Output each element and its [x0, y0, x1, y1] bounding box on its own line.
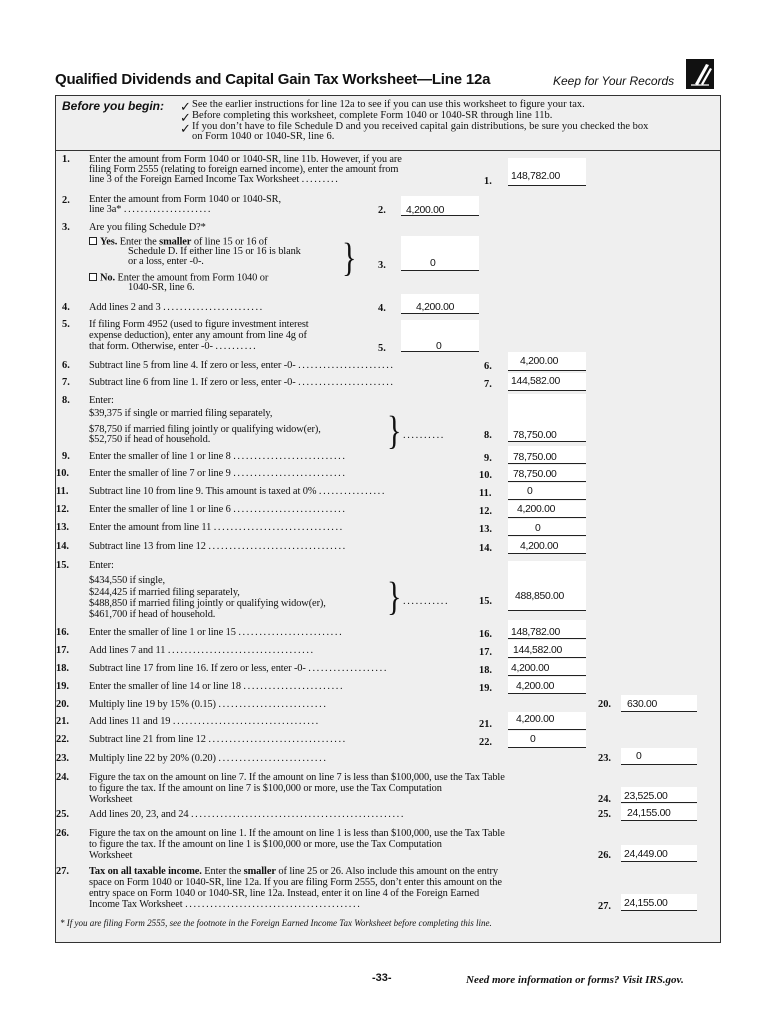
- line-3-yes-text-b: Schedule D. If either line 15 or 16 is blank: [128, 246, 301, 257]
- line-ref: 6.: [484, 361, 492, 372]
- line-15-text-c: $244,425 if married filing separately,: [89, 587, 240, 598]
- no-checkbox[interactable]: [89, 273, 97, 281]
- line-22-text: Subtract line 21 from line 12 .................................: [89, 734, 347, 745]
- line-4-text: Add lines 2 and 3 ........................: [89, 302, 264, 313]
- line-3-value: 0: [430, 258, 436, 269]
- line-13-value: 0: [535, 523, 541, 534]
- line-10-value: 78,750.00: [513, 469, 557, 480]
- line-17-value: 144,582.00: [513, 645, 563, 656]
- line-number: 17.: [56, 645, 69, 656]
- line-3-no-text-b: 1040-SR, line 6.: [128, 282, 195, 293]
- line-5-text-a: If filing Form 4952 (used to figure investment interest: [89, 319, 309, 330]
- line-26-text-b: to figure the tax. If the amount on line 1 is $100,000 or more, use the Tax Computation: [89, 839, 442, 850]
- line-5-value: 0: [436, 341, 442, 352]
- line-15-value: 488,850.00: [515, 591, 565, 602]
- line-number: 27.: [56, 866, 69, 877]
- line-3-yes-text-c: or a loss, enter -0-.: [128, 256, 204, 267]
- line-number: 18.: [56, 663, 69, 674]
- line-20-value: 630.00: [627, 699, 657, 710]
- line-ref: 17.: [479, 647, 492, 658]
- line-25-value: 24,155.00: [627, 808, 671, 819]
- line-13-amount-box: [508, 519, 586, 536]
- before-item-3: If you don’t have to file Schedule D and you received capital gain distributions, be sure you checked the box: [192, 121, 649, 132]
- line-3-no-option: No. Enter the amount from Form 1040 or: [89, 273, 268, 283]
- line-15-text-e: $461,700 if head of household.: [89, 609, 216, 620]
- line-number: 15.: [56, 560, 69, 571]
- line-number: 10.: [56, 468, 69, 479]
- line-ref: 13.: [479, 524, 492, 535]
- line-8-text-a: Enter:: [89, 395, 114, 406]
- line-number: 13.: [56, 522, 69, 533]
- line-13-text: Enter the amount from line 11 ...............................: [89, 522, 344, 533]
- brace-icon: }: [387, 408, 402, 453]
- brace-icon: }: [387, 574, 402, 619]
- page-number: -33-: [372, 972, 392, 984]
- line-ref: 9.: [484, 453, 492, 464]
- line-19-value: 4,200.00: [516, 681, 555, 692]
- line-ref: 7.: [484, 379, 492, 390]
- line-27-text-d: Income Tax Worksheet ..........................................: [89, 899, 362, 910]
- line-4-value: 4,200.00: [416, 302, 455, 313]
- line-8-value: 78,750.00: [513, 430, 557, 441]
- line-22-value: 0: [530, 734, 536, 745]
- line-number: 9.: [62, 451, 70, 462]
- line-ref: 21.: [479, 719, 492, 730]
- before-you-begin-label: Before you begin:: [62, 99, 165, 113]
- line-12-value: 4,200.00: [517, 504, 556, 515]
- line-ref: 14.: [479, 543, 492, 554]
- line-number: 3.: [62, 222, 70, 233]
- before-item-3-cont: on Form 1040 or 1040-SR, line 6.: [192, 131, 335, 142]
- line-20-text: Multiply line 19 by 15% (0.15) ..........................: [89, 699, 328, 710]
- line-9-value: 78,750.00: [513, 452, 557, 463]
- yes-checkbox[interactable]: [89, 237, 97, 245]
- check-mark-icon: ✓: [180, 99, 191, 114]
- line-8-text-b: $39,375 if single or married filing separately,: [89, 408, 273, 419]
- check-mark-icon: ✓: [180, 121, 191, 136]
- line-ref: 19.: [479, 683, 492, 694]
- line-2-text-a: Enter the amount from Form 1040 or 1040-SR,: [89, 194, 281, 205]
- line-ref: 3.: [378, 260, 386, 271]
- line-number: 22.: [56, 734, 69, 745]
- line-3-amount-box: [401, 236, 479, 271]
- line-ref: 26.: [598, 850, 611, 861]
- line-ref: 23.: [598, 753, 611, 764]
- line-ref: 25.: [598, 809, 611, 820]
- line-8-text-d: $52,750 if head of household.: [89, 434, 211, 445]
- line-27-text-b: space on Form 1040 or 1040-SR, line 12a. If you are filing Form 2555, don’t enter this amount on the: [89, 877, 502, 888]
- line-ref: 16.: [479, 629, 492, 640]
- line-number: 11.: [56, 486, 69, 497]
- line-26-value: 24,449.00: [624, 849, 668, 860]
- line-6-text: Subtract line 5 from line 4. If zero or less, enter -0- .......................: [89, 360, 395, 371]
- line-number: 14.: [56, 541, 69, 552]
- line-5-text-c: that form. Otherwise, enter -0- ..........: [89, 341, 258, 352]
- line-12-text: Enter the smaller of line 1 or line 6 ...........................: [89, 504, 347, 515]
- line-26-text-c: Worksheet: [89, 850, 133, 861]
- line-number: 26.: [56, 828, 69, 839]
- line-ref: 4.: [378, 303, 386, 314]
- line-19-text: Enter the smaller of line 14 or line 18 ........................: [89, 681, 345, 692]
- line-ref: 11.: [479, 488, 492, 499]
- line-16-value: 148,782.00: [511, 627, 561, 638]
- line-3-text: Are you filing Schedule D?*: [89, 222, 206, 233]
- line-number: 5.: [62, 319, 70, 330]
- check-mark-icon: ✓: [180, 110, 191, 125]
- line-24-text-b: to figure the tax. If the amount on line 7 is $100,000 or more, use the Tax Computation: [89, 783, 442, 794]
- line-11-value: 0: [527, 486, 533, 497]
- worksheet-title: Qualified Dividends and Capital Gain Tax Worksheet—Line 12a: [55, 71, 491, 88]
- line-ref: 15.: [479, 596, 492, 607]
- line-number: 21.: [56, 716, 69, 727]
- leader-dots: ..........: [403, 430, 445, 441]
- before-item-1: See the earlier instructions for line 12a to see if you can use this worksheet to figure your tax.: [192, 99, 585, 110]
- line-7-value: 144,582.00: [511, 376, 561, 387]
- line-number: 25.: [56, 809, 69, 820]
- line-23-value: 0: [636, 751, 642, 762]
- line-25-text: Add lines 20, 23, and 24 ...................................................: [89, 809, 406, 820]
- before-item-2: Before completing this worksheet, complete Form 1040 or 1040-SR through line 11b.: [192, 110, 553, 121]
- line-number: 19.: [56, 681, 69, 692]
- line-15-text-a: Enter:: [89, 560, 114, 571]
- line-1-text-a: Enter the amount from Form 1040 or 1040-SR, line 11b. However, if you are: [89, 154, 402, 165]
- line-number: 12.: [56, 504, 69, 515]
- line-1-value: 148,782.00: [511, 171, 561, 182]
- line-ref: 1.: [484, 176, 492, 187]
- line-ref: 22.: [479, 737, 492, 748]
- line-14-text: Subtract line 13 from line 12 .................................: [89, 541, 347, 552]
- line-1-text-c: line 3 of the Foreign Earned Income Tax Worksheet .........: [89, 174, 340, 185]
- line-15-text-b: $434,550 if single,: [89, 575, 166, 586]
- line-6-value: 4,200.00: [520, 356, 559, 367]
- line-15-text-d: $488,850 if married filing jointly or qualifying widow(er),: [89, 598, 326, 609]
- line-number: 20.: [56, 699, 69, 710]
- line-ref: 12.: [479, 506, 492, 517]
- before-you-begin-section: [55, 95, 721, 151]
- line-15-amount-box: [508, 561, 586, 611]
- line-22-amount-box: [508, 731, 586, 748]
- line-18-text: Subtract line 17 from line 16. If zero or less, enter -0- ...................: [89, 663, 389, 674]
- line-ref: 24.: [598, 794, 611, 805]
- line-number: 16.: [56, 627, 69, 638]
- line-2-value: 4,200.00: [406, 205, 445, 216]
- brace-icon: }: [342, 235, 357, 280]
- line-8-text-c: $78,750 if married filing jointly or qualifying widow(er),: [89, 424, 321, 435]
- line-10-text: Enter the smaller of line 7 or line 9 ...........................: [89, 468, 347, 479]
- line-3-yes-option: Yes. Enter the smaller of line 15 or 16 of: [89, 237, 267, 247]
- line-18-value: 4,200.00: [511, 663, 550, 674]
- line-24-text-a: Figure the tax on the amount on line 7. If the amount on line 7 is less than $100,000, use the Tax Table: [89, 772, 505, 783]
- keep-for-records-label: Keep for Your Records: [553, 74, 675, 88]
- irs-link-text: Need more information or forms? Visit IRS.gov.: [466, 974, 684, 986]
- line-7-text: Subtract line 6 from line 1. If zero or less, enter -0- .......................: [89, 377, 395, 388]
- line-ref: 20.: [598, 699, 611, 710]
- line-16-text: Enter the smaller of line 1 or line 15 .........................: [89, 627, 344, 638]
- line-23-amount-box: [621, 748, 697, 765]
- line-ref: 10.: [479, 470, 492, 481]
- line-21-value: 4,200.00: [516, 714, 555, 725]
- line-number: 7.: [62, 377, 70, 388]
- line-2-text-b: line 3a* .....................: [89, 204, 213, 215]
- line-ref: 18.: [479, 665, 492, 676]
- footnote: * If you are filing Form 2555, see the footnote in the Foreign Earned Income Tax Worksheet before completing this line.: [60, 918, 492, 928]
- line-26-text-a: Figure the tax on the amount on line 1. If the amount on line 1 is less than $100,000, use the Tax Table: [89, 828, 505, 839]
- line-11-amount-box: [508, 483, 586, 500]
- line-number: 6.: [62, 360, 70, 371]
- line-21-text: Add lines 11 and 19 ...................................: [89, 716, 320, 727]
- line-27-value: 24,155.00: [624, 898, 668, 909]
- line-number: 2.: [62, 195, 70, 206]
- line-27-text-a: Tax on all taxable income. Enter the smaller of line 25 or 26. Also include this amount on the entry: [89, 866, 498, 877]
- line-24-text-c: Worksheet: [89, 794, 133, 805]
- line-17-text: Add lines 7 and 11 ...................................: [89, 645, 315, 656]
- line-27-text-c: entry space on Form 1040 or 1040-SR, line 12a. Instead, enter it on line 4 of the Foreign Earned: [89, 888, 480, 899]
- line-number: 24.: [56, 772, 69, 783]
- line-ref: 5.: [378, 343, 386, 354]
- line-ref: 8.: [484, 430, 492, 441]
- line-ref: 27.: [598, 901, 611, 912]
- line-number: 8.: [62, 395, 70, 406]
- line-number: 4.: [62, 302, 70, 313]
- line-24-value: 23,525.00: [624, 791, 668, 802]
- line-11-text: Subtract line 10 from line 9. This amount is taxed at 0% ................: [89, 486, 387, 497]
- line-23-text: Multiply line 22 by 20% (0.20) ..........................: [89, 753, 328, 764]
- line-9-text: Enter the smaller of line 1 or line 8 ...........................: [89, 451, 347, 462]
- line-ref: 2.: [378, 205, 386, 216]
- leader-dots: ...........: [403, 596, 450, 607]
- pencil-icon: [686, 59, 714, 89]
- line-5-text-b: expense deduction), enter any amount from line 4g of: [89, 330, 307, 341]
- line-1-text-b: filing Form 2555 (relating to foreign earned income), enter the amount from: [89, 164, 399, 175]
- line-14-value: 4,200.00: [520, 541, 559, 552]
- line-number: 1.: [62, 154, 70, 165]
- line-number: 23.: [56, 753, 69, 764]
